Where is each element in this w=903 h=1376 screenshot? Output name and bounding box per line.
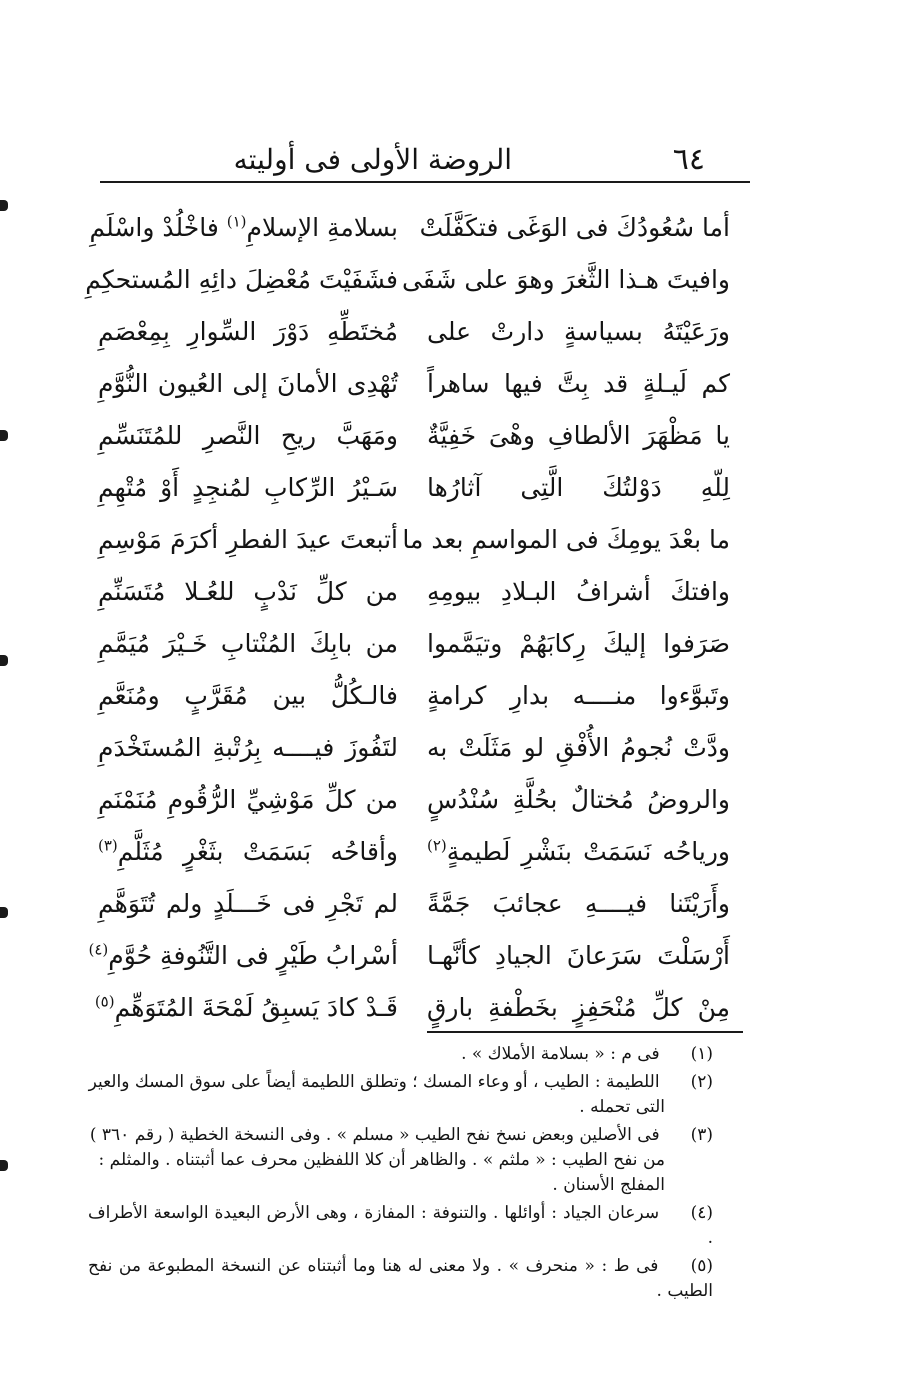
first-hemistich: ورياحُه نَسَمَتْ بنَشْرِ لَطيمةٍ$^{(٢)}$ [427,836,730,866]
first-hemistich: وافتكَ أشرافُ البـلادِ بيومِهِ [427,577,730,606]
footnote [88,1042,713,1067]
footnotes [88,1042,713,1307]
verse-line [0,460,903,516]
first-hemistich: وتَبوَّءوا منــــه بدارِ كرامةٍ [427,681,730,710]
footnote-text: من نفح الطيب : « ملثم » . والظاهر أن كلا اللفظين محرف عما أثبتناه . والمثلم : [98,1150,665,1170]
page-number: ٦٤ [672,142,705,177]
verse-line [0,876,903,932]
second-hemistich: مُختَطِّهِ دَوْرَ السِّوارِ بِمِعْصَمِ [98,317,398,346]
first-hemistich: لِلّهِ دَوْلتُكَ الَّتِى آثارُها [427,473,730,502]
verse-line [0,304,903,360]
footnote-ref: (٤) [88,940,109,959]
first-hemistich: مِنْ كلِّ مُنْحَفِزٍ بخَطْفةِ بارقٍ [427,993,730,1022]
second-hemistich: سَـيْرُ الرِّكابِ لمُنجِدٍ أَوْ مُتْهِمِ [98,473,398,502]
footnote [88,1070,713,1120]
second-hemistich: لم تَجْرِ فى خَـــلَدٍ ولم تُتَوَهَّمِ [98,889,398,918]
second-hemistich: وأقاحُه بَسَمَتْ بثَغْرٍ مُثَلَّمِ$^{(٣)}$ [98,836,398,866]
second-hemistich: من كلِّ مَوْشِيِّ الرُّقُومِ مُنَمْنَمِ [98,785,398,814]
second-hemistich: فالـكُلُّ بين مُقَرَّبٍ ومُنَعَّمِ [98,681,398,710]
verse-line [0,252,903,308]
verse-line [0,824,903,880]
footnote-ref: (١) [226,212,247,231]
verse-line [0,356,903,412]
verse-line [0,980,903,1036]
footnote-text: المفلج الأسنان . [552,1175,665,1195]
footnote-text: سرعان الجياد : أوائلها . والتنوفة : المفازة ، وهى الأرض البعيدة الواسعة الأطراف . [88,1203,713,1248]
first-hemistich: أما سُعُودُكَ فى الوَغَى فتكَفَّلَتْ [419,213,730,242]
second-hemistich: أسْرابُ طَيْرٍ فى التَّنُوفةِ حُوَّمِ$^{(٤)}$ [88,940,398,970]
first-hemistich: ورَعَيْتَهُ بسياسةٍ دارتْ على [427,317,730,346]
footnote-text: اللطيمة : الطيب ، أو وعاء المسك ؛ وتطلق اللطيمة أيضاً على سوق المسك والعير [88,1072,660,1092]
second-hemistich: قَـدْ كادَ يَسبِقُ لَمْحَةَ المُتَوَهِّمِ$^{(٥)}$ [94,992,398,1022]
running-title: الروضة الأولى فى أوليته [233,143,512,176]
verse-line [0,200,903,256]
footnote-number: (١) [690,1044,713,1064]
second-hemistich: من بابِكَ المُنْتابِ خَـيْرَ مُيَمَّمِ [98,629,398,658]
first-hemistich: أَرْسَلْتَ سَرَعانَ الجيادِ كأنَّهـا [427,941,730,970]
margin-mark [0,1160,8,1171]
footnote-number: (٣) [690,1125,713,1145]
footnote [88,1254,713,1304]
verse-line [0,928,903,984]
footnote-ref: (٣) [98,836,118,855]
first-hemistich: وأَرَيْتَنا فيــــهِ عجائبَ جَمَّةً [427,889,730,918]
verse-line [0,564,903,620]
first-hemistich: والروضُ مُختالٌ بحُلَّةِ سُنْدُسٍ [427,785,730,814]
footnote-ref: (٢) [427,836,447,855]
footnote-number: (٢) [690,1072,713,1092]
second-hemistich: فشَفَيْتَ مُعْضِلَ دائِهِ المُستحكِمِ [85,265,398,294]
verse-line [0,616,903,672]
verse-line [0,772,903,828]
footnote-text: التى تحمله . [579,1097,665,1117]
verse-line [0,408,903,464]
verse-line [0,512,903,568]
footnote-number: (٥) [690,1256,714,1276]
page-header [100,138,750,182]
second-hemistich: ومَهَبَّ ريحِ النَّصرِ للمُتَنَسِّمِ [98,421,398,450]
first-hemistich: ودَّتْ نُجومُ الأُفْقِ لو مَثَلَتْ به [427,733,730,762]
footnote-ref: (٥) [94,992,115,1011]
second-hemistich: تُهْدِى الأمانَ إلى العُيون النُّوَّمِ [98,369,398,398]
footnote-number: (٤) [690,1203,713,1223]
footnote-text: فى الأصلين وبعض نسخ نفح الطيب « مسلم » . وفى النسخة الخطية ( رقم ٣٦٠ ) [89,1125,660,1145]
verse-line [0,720,903,776]
first-hemistich: يا مَظْهَرَ الألطافِ وهْىَ خَفِيَّةٌ [427,421,730,450]
second-hemistich: من كلِّ نَدْبٍ للعُـلا مُتَسَنِّمِ [98,577,398,606]
first-hemistich: صَرَفوا إليكَ رِكابَهُمْ وتيَمَّموا [427,629,730,658]
second-hemistich: بسلامةِ الإسلامِ$^{(١)}$ فاخْلُدْ واسْلَمِ [89,212,398,242]
first-hemistich: وافيتَ هـذا الثَّغرَ وهوَ على شَفَى [402,265,730,294]
verse-line [0,668,903,724]
footnote [88,1201,713,1251]
second-hemistich: لتَفُوزَ فيــــه بِرُتْبةِ المُستَخْدَمِ [98,733,398,762]
first-hemistich: كم لَيـلةٍ قد بِتَّ فيها ساهراً [427,369,730,398]
second-hemistich: أتبعتَ عيدَ الفطرِ أكرَمَ مَوْسِمِ [98,525,398,554]
footnote-text: فى م : « بسلامة الأملاك » . [461,1044,660,1064]
header-rule [100,181,750,183]
footnote-text: فى ط : « منحرف » . ولا معنى له هنا وما أثبتناه عن النسخة المطبوعة من نفح الطيب . [88,1256,713,1301]
first-hemistich: ما بعْدَ يومِكَ فى المواسمِ بعد ما [402,525,730,554]
footnotes-rule [427,1031,743,1033]
footnote [88,1123,713,1198]
